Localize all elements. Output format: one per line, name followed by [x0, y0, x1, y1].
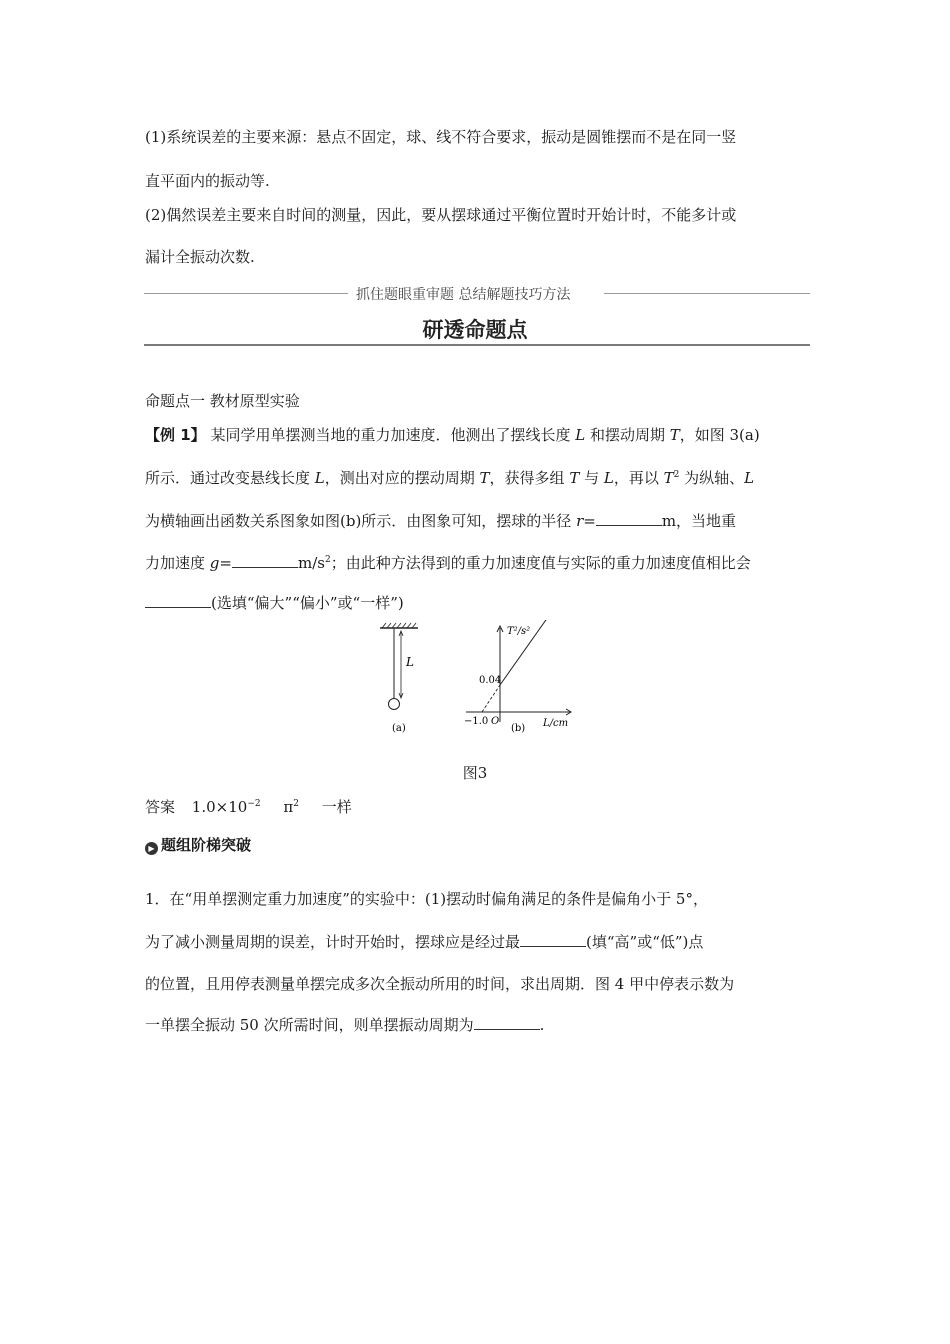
q1-text: 一单摆全振动 50 次所需时间，则单摆振动周期为: [145, 1016, 474, 1034]
q1-line-4: [145, 1014, 810, 1035]
answer-compare: 一样: [321, 798, 352, 816]
paragraph-2-line-1: (2)偶然误差主要来自时间的测量，因此，要从摆球通过平衡位置时开始计时，不能多计或: [145, 206, 737, 224]
var-L: L: [575, 426, 586, 444]
paragraph-2-line-2: 漏计全振动次数.: [145, 248, 255, 266]
extrapolated-line: [482, 685, 500, 712]
var-T-squared: T: [663, 469, 674, 487]
var-T: T: [569, 469, 580, 487]
answer-blank-compare[interactable]: [145, 593, 211, 608]
example-text: (选填“偏大”“偏小”或“一样”): [211, 594, 404, 612]
example-text: ，测出对应的摆动周期: [324, 469, 480, 487]
answer-radius: 1.0×10: [191, 798, 248, 816]
ladder-heading: [145, 834, 810, 855]
answer-g: π: [283, 798, 294, 816]
example-text: 所示．通过改变悬线长度: [145, 469, 315, 487]
example-text: 力加速度: [145, 554, 210, 572]
q1-text: 为了减小测量周期的误差，计时开始时，摆球应是经过最: [145, 933, 521, 951]
section-title-rule: [144, 344, 810, 346]
example-text: 为横轴画出函数关系图象如图(b)所示．由图象可知，摆球的半径: [145, 512, 577, 530]
q1-line-1: 1．在“用单摆测定重力加速度”的实验中：(1)摆动时偏角满足的条件是偏角小于 5°，: [145, 890, 708, 908]
example-text: ，如图 3(a): [679, 426, 760, 444]
example-text: m/s: [297, 554, 325, 572]
q1-text: .: [539, 1016, 545, 1034]
example-text: 为纵轴、: [679, 469, 745, 487]
example-line-3: [145, 510, 810, 531]
figure-3: [370, 620, 585, 738]
banner-left-rule: [144, 293, 348, 294]
answer-exponent: 2: [293, 799, 299, 809]
pendulum-diagram: [380, 623, 418, 734]
answer-exponent: −2: [247, 799, 261, 809]
q1-line-2: [145, 931, 810, 952]
origin-label: O: [491, 716, 500, 727]
superscript: 2: [324, 555, 331, 565]
x-axis-label: L/cm: [543, 718, 569, 729]
example-text: m，当地重: [661, 512, 737, 530]
answer-blank-position[interactable]: [520, 932, 586, 947]
figure-b-label: (b): [511, 723, 526, 734]
example-line-4: [145, 552, 810, 573]
play-circle-icon: ▶: [145, 842, 158, 855]
y-axis-label: T²/s²: [507, 626, 531, 637]
figure-a-label: (a): [392, 723, 406, 734]
var-T: T: [479, 469, 490, 487]
var-T: T: [669, 426, 680, 444]
q1-line-3: 的位置，且用停表测量单摆完成多次全振动所用的时间，求出周期．图 4 甲中停表示数为: [145, 975, 735, 993]
example-line-2: [145, 467, 810, 488]
answer-label: 答案: [145, 798, 176, 816]
var-g: g: [209, 554, 220, 572]
t2-vs-l-graph: [464, 620, 571, 734]
banner-right-rule: [604, 293, 810, 294]
answer-blank-period[interactable]: [474, 1015, 540, 1030]
answer-blank-r[interactable]: [596, 511, 662, 526]
figure-caption: 图3: [462, 764, 488, 782]
var-r: r: [576, 512, 584, 530]
topic-heading: 命题点一 教材原型实验: [145, 392, 300, 410]
example-text: 和摆动周期: [585, 426, 670, 444]
paragraph-1-line-1: (1)系统误差的主要来源：悬点不固定，球、线不符合要求，振动是圆锥摆而不是在同一竖: [145, 128, 737, 146]
example-line-5: [145, 592, 810, 613]
example-text: =: [219, 554, 232, 572]
example-text: ，获得多组: [489, 469, 570, 487]
x-intercept-label: −1.0: [464, 716, 489, 727]
superscript: 2: [673, 470, 680, 480]
var-L: L: [314, 469, 325, 487]
example-text: ；由此种方法得到的重力加速度值与实际的重力加速度值相比会: [330, 554, 751, 572]
example-text: =: [583, 512, 596, 530]
pendulum-length-label: L: [406, 655, 414, 669]
example-text: 与: [579, 469, 604, 487]
y-intercept-label: 0.04: [479, 675, 502, 686]
q1-text: (填“高”或“低”)点: [586, 933, 704, 951]
answer-blank-g[interactable]: [232, 553, 298, 568]
example-text: ，再以: [613, 469, 664, 487]
section-title: 研透命题点: [422, 318, 528, 342]
var-L: L: [744, 469, 755, 487]
ladder-heading-text: 题组阶梯突破: [161, 836, 252, 854]
example-line-1: [145, 424, 810, 445]
example-tag: 【例 1】: [145, 426, 206, 444]
banner-subtitle: 抓住题眼重审题 总结解题技巧方法: [356, 287, 571, 303]
answer-line: [145, 796, 810, 817]
var-L: L: [603, 469, 614, 487]
pendulum-bob: [389, 699, 400, 710]
paragraph-1-line-2: 直平面内的振动等.: [145, 172, 270, 190]
example-text: 某同学用单摆测当地的重力加速度．他测出了摆线长度: [205, 426, 576, 444]
